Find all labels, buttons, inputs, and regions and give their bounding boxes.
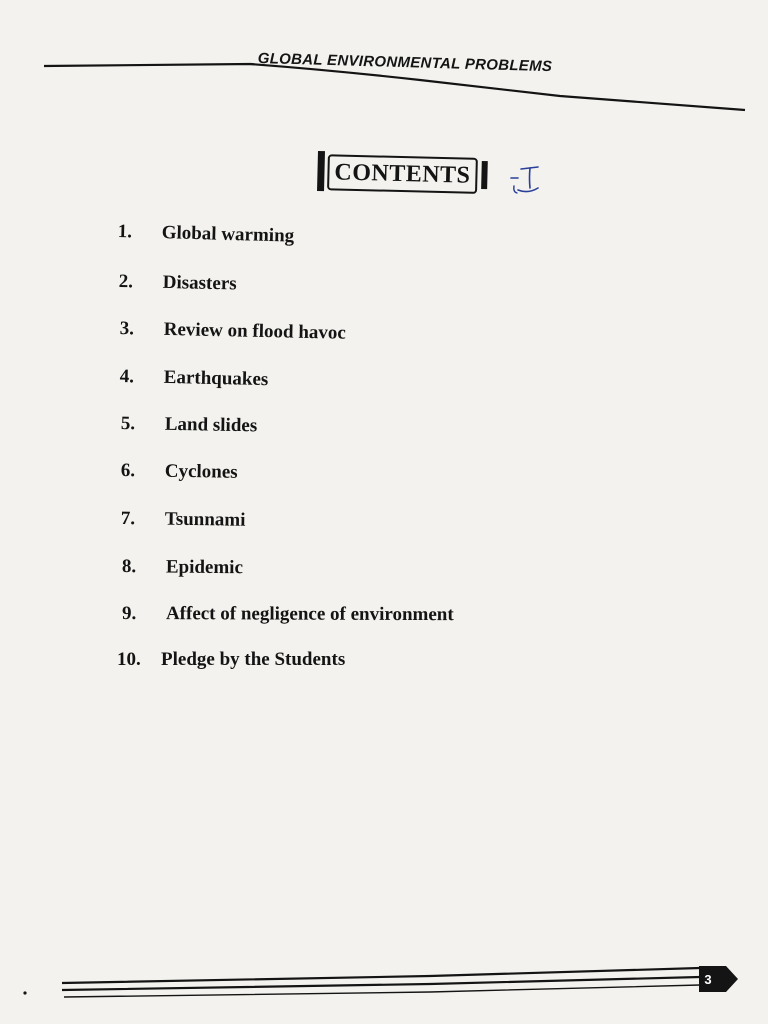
toc-item-number: 10. (117, 649, 141, 670)
toc-item-title: Tsunnami (164, 508, 246, 531)
toc-item-number: 7. (120, 508, 136, 530)
toc-item-title: Epidemic (165, 556, 244, 579)
toc-item-number: 3. (119, 318, 135, 340)
toc-item-title: Pledge by the Students (161, 649, 346, 670)
toc-item-number: 5. (120, 413, 136, 435)
toc-item-number: 8. (121, 556, 137, 578)
toc-item-number: 9. (121, 603, 137, 625)
contents-heading: CONTENTS (334, 158, 471, 189)
toc-item-title: Affect of negligence of environment (165, 603, 454, 626)
toc-item-title: Earthquakes (163, 366, 269, 391)
toc-item-title: Cyclones (164, 460, 238, 483)
toc-item-number: 4. (119, 366, 135, 388)
toc-item-title: Disasters (162, 271, 237, 295)
toc-item-title: Review on flood havoc (163, 318, 347, 344)
toc-item-title: Global warming (161, 222, 295, 247)
toc-item-number: 1. (117, 221, 133, 243)
toc-item-number: 2. (118, 271, 134, 293)
toc-item-number: 6. (120, 460, 136, 482)
toc-item-title: Land slides (164, 413, 258, 437)
page-number: 3 (704, 971, 712, 987)
running-header: GLOBAL ENVIRONMENTAL PROBLEMS (257, 50, 553, 76)
